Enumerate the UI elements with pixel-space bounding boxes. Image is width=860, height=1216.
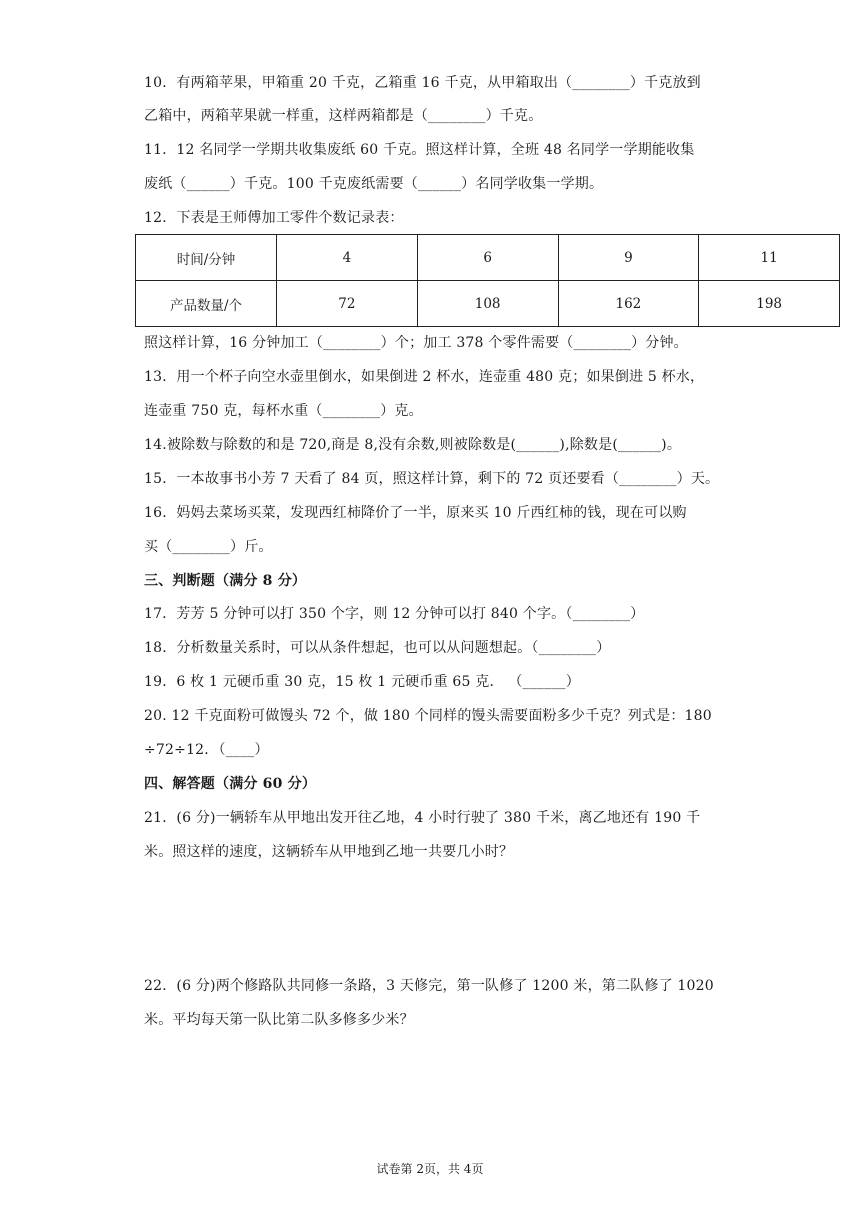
table-cell: 198 (699, 281, 840, 327)
question-21-line-1: 21．(6 分)一辆轿车从甲地出发开往乙地，4 小时行驶了 380 千米，离乙地还有 190 千 (144, 810, 701, 826)
question-16-line-1: 16．妈妈去菜场买菜，发现西红柿降价了一半，原来买 10 斤西红柿的钱，现在可以购 (144, 505, 687, 521)
question-12-line-1: 12．下表是王师傅加工零件个数记录表： (144, 210, 404, 226)
question-10-line-2: 乙箱中，两箱苹果就一样重，这样两箱都是（________）千克。 (144, 108, 543, 124)
question-19: 19．6 枚 1 元硬币重 30 克，15 枚 1 元硬币重 65 克． （______） (144, 674, 580, 690)
question-22-line-1: 22．(6 分)两个修路队共同修一条路，3 天修完，第一队修了 1200 米，第二队修了 1020 (144, 978, 714, 994)
question-11-line-1: 11．12 名同学一学期共收集废纸 60 千克。照这样计算，全班 48 名同学一学期能收集 (144, 142, 695, 158)
question-13-line-2: 连壶重 750 克，每杯水重（________）克。 (144, 403, 423, 419)
table-cell: 9 (558, 235, 699, 281)
question-18: 18．分析数量关系时，可以从条件想起，也可以从问题想起。（________） (144, 640, 611, 656)
table-cell: 72 (277, 281, 418, 327)
question-10-line-1: 10．有两箱苹果，甲箱重 20 千克，乙箱重 16 千克，从甲箱取出（________）千克放到 (144, 75, 701, 91)
question-20-line-1: 20. 12 千克面粉可做馒头 72 个，做 180 个同样的馒头需要面粉多少千克？列式是：180 (144, 708, 712, 724)
page-footer: 试卷第 2页，共 4页 (376, 1162, 484, 1176)
table-row (136, 235, 840, 281)
question-11-line-2: 废纸（______）千克。100 千克废纸需要（______）名同学收集一学期。 (144, 176, 604, 192)
parts-record-table (135, 234, 840, 327)
table-cell: 6 (417, 235, 558, 281)
section-4-heading: 四、解答题（满分 60 分） (144, 776, 317, 792)
question-12-line-2: 照这样计算，16 分钟加工（________）个；加工 378 个零件需要（________）分钟。 (144, 335, 688, 351)
question-15: 15．一本故事书小芳 7 天看了 84 页，照这样计算，剩下的 72 页还要看（________）天。 (144, 471, 720, 487)
table-cell: 162 (558, 281, 699, 327)
table-cell: 108 (417, 281, 558, 327)
question-22-line-2: 米。平均每天第一队比第二队多修多少米？ (144, 1012, 414, 1028)
question-13-line-1: 13．用一个杯子向空水壶里倒水，如果倒进 2 杯水，连壶重 480 克；如果倒进 5 杯水， (144, 369, 705, 385)
question-17: 17．芳芳 5 分钟可以打 350 个字，则 12 分钟可以打 840 个字。（________） (144, 606, 645, 622)
question-20-line-2: ÷72÷12．（____） (144, 742, 269, 758)
table-cell: 4 (277, 235, 418, 281)
table-row-label: 产品数量/个 (136, 281, 277, 327)
question-21-line-2: 米。照这样的速度，这辆轿车从甲地到乙地一共要几小时？ (144, 844, 514, 860)
table-row (136, 281, 840, 327)
question-16-line-2: 买（________）斤。 (144, 539, 273, 555)
question-14: 14.被除数与除数的和是 720,商是 8,没有余数,则被除数是(______),除数是(______)。 (144, 437, 682, 453)
table-cell: 11 (699, 235, 840, 281)
section-3-heading: 三、判断题（满分 8 分） (144, 573, 307, 589)
table-row-label: 时间/分钟 (136, 235, 277, 281)
